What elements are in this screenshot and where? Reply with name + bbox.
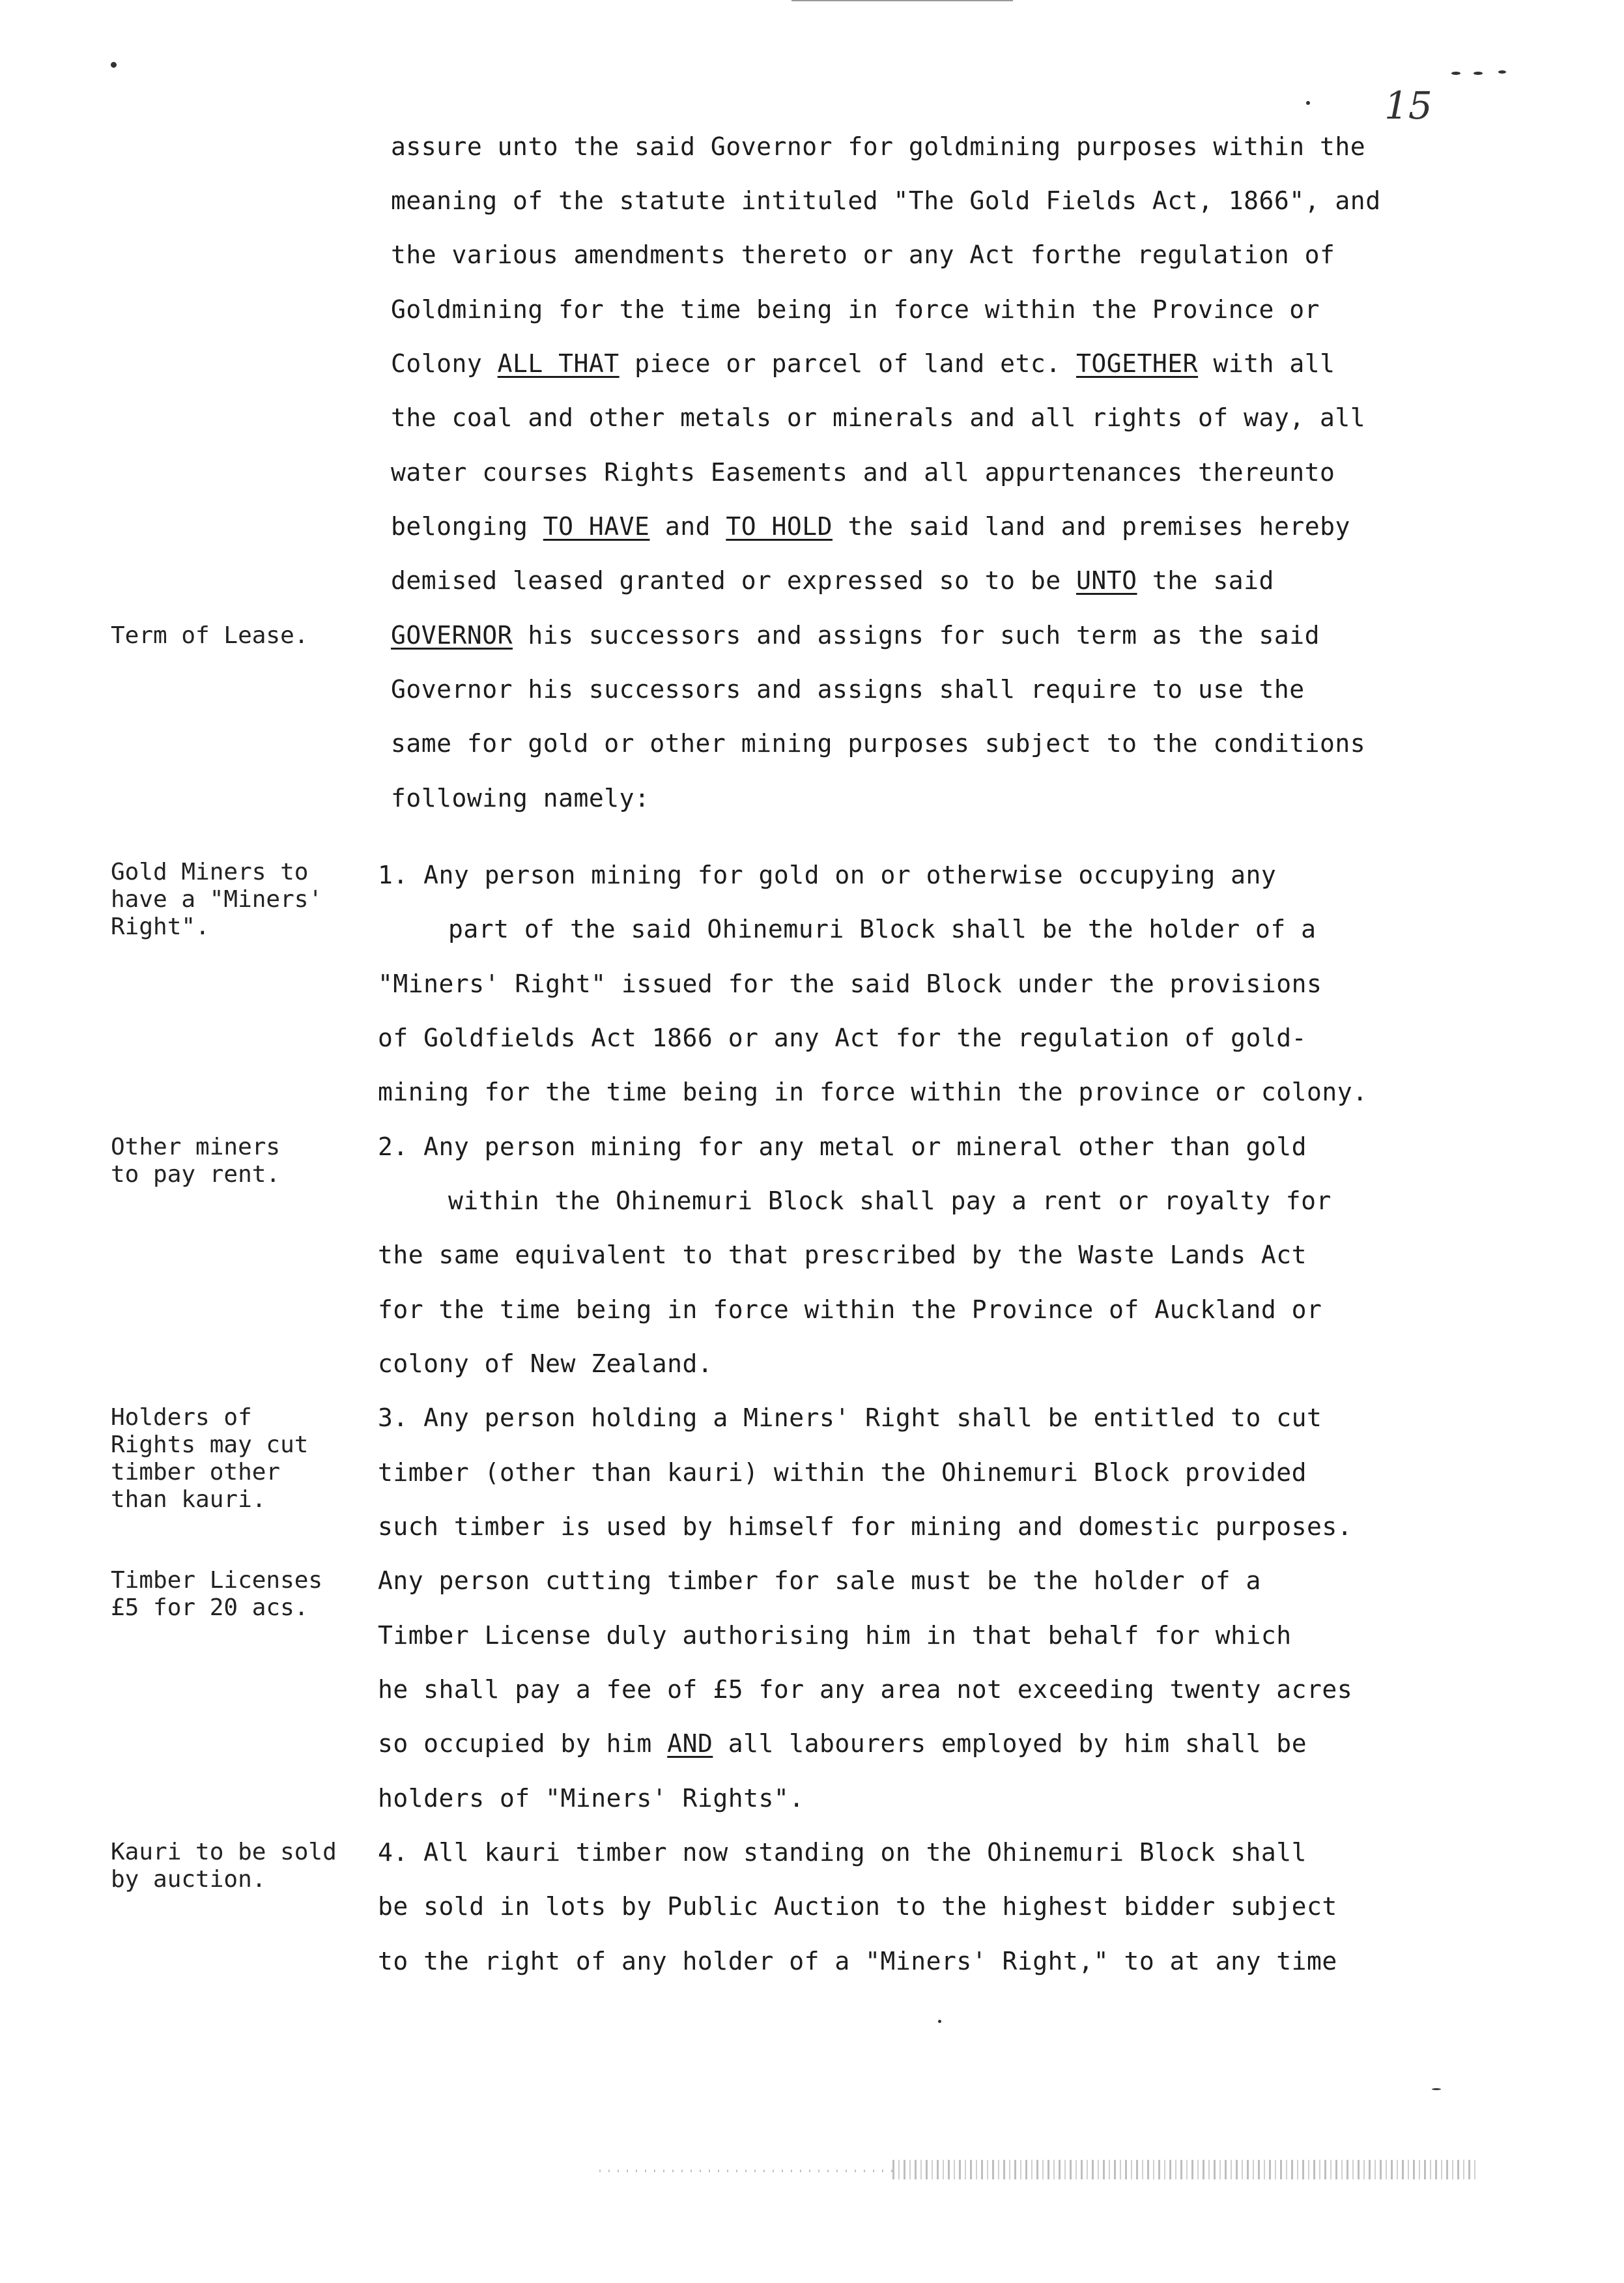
text-line: assure unto the said Governor for goldmining purposes within the: [391, 132, 1366, 161]
text-line: Any person cutting timber for sale must be the holder of a: [378, 1566, 1261, 1595]
text-segment: piece or parcel of land etc.: [619, 349, 1077, 378]
text-line: of Goldfields Act 1866 or any Act for the regulation of gold-: [378, 1024, 1307, 1052]
text-line: within the Ohinemuri Block shall pay a rent or royalty for: [448, 1186, 1332, 1215]
text-line: the various amendments thereto or any Act forthe regulation of: [391, 240, 1335, 269]
text-segment: belonging: [391, 512, 543, 541]
underlined-term: TOGETHER: [1076, 349, 1199, 378]
margin-note: Timber Licenses £5 for 20 acs.: [111, 1567, 323, 1621]
text-segment: so occupied by him: [378, 1729, 668, 1758]
scan-noise: [599, 2170, 892, 2172]
text-line: water courses Rights Easements and all appurtenances thereunto: [391, 458, 1335, 487]
scan-noise: [892, 2160, 1479, 2179]
text-line: part of the said Ohinemuri Block shall be the holder of a: [448, 915, 1317, 943]
text-line: the coal and other metals or minerals and all rights of way, all: [391, 403, 1366, 432]
text-line: following namely:: [391, 784, 650, 812]
text-line: the same equivalent to that prescribed by the Waste Lands Act: [378, 1241, 1307, 1269]
underlined-term: AND: [667, 1729, 713, 1758]
margin-note: Term of Lease.: [111, 622, 309, 649]
text-line: colony of New Zealand.: [378, 1349, 713, 1378]
text-line: for the time being in force within the Province of Auckland or: [378, 1295, 1322, 1324]
text-line: Governor his successors and assigns shall require to use the: [391, 675, 1305, 704]
scan-speck: [1451, 72, 1460, 75]
text-line: [391, 564, 1274, 597]
text-line: timber (other than kauri) within the Ohinemuri Block provided: [378, 1458, 1307, 1487]
scan-speck: [1474, 72, 1483, 75]
page-number: 15: [1384, 83, 1432, 128]
margin-note: Kauri to be sold by auction.: [111, 1839, 337, 1893]
text-line: such timber is used by himself for mining and domestic purposes.: [378, 1512, 1353, 1541]
text-line: Goldmining for the time being in force within the Province or: [391, 295, 1320, 324]
margin-note: Other miners to pay rent.: [111, 1134, 281, 1188]
scan-speck: [111, 62, 117, 68]
text-line: "Miners' Right" issued for the said Block under the provisions: [378, 969, 1322, 998]
text-line: mining for the time being in force within the province or colony.: [378, 1078, 1368, 1106]
underlined-term: TO HAVE: [543, 512, 650, 541]
scan-speck: [1432, 2088, 1441, 2090]
scan-speck: [938, 2020, 941, 2023]
scan-edge-line: [791, 0, 1013, 1]
text-line: 4. All kauri timber now standing on the Ohinemuri Block shall: [378, 1838, 1307, 1867]
margin-note: Gold Miners to have a "Miners' Right".: [111, 859, 323, 940]
text-line: [378, 1727, 1307, 1760]
text-segment: his successors and assigns for such term as the said: [513, 621, 1320, 650]
text-segment: the said: [1137, 566, 1274, 595]
text-line: same for gold or other mining purposes subject to the conditions: [391, 729, 1366, 758]
underlined-term: GOVERNOR: [391, 621, 513, 650]
text-line: be sold in lots by Public Auction to the highest bidder subject: [378, 1892, 1337, 1921]
text-line: [391, 510, 1350, 543]
text-segment: all labourers employed by him shall be: [713, 1729, 1307, 1758]
underlined-term: TO HOLD: [726, 512, 833, 541]
text-segment: Colony: [391, 349, 498, 378]
margin-note: Holders of Rights may cut timber other than kauri.: [111, 1404, 309, 1513]
text-line: [391, 347, 1335, 380]
text-line: he shall pay a fee of £5 for any area not exceeding twenty acres: [378, 1675, 1353, 1704]
scan-speck: [1306, 101, 1310, 105]
underlined-term: UNTO: [1076, 566, 1137, 595]
text-line: Timber License duly authorising him in that behalf for which: [378, 1621, 1292, 1650]
text-line: holders of "Miners' Rights".: [378, 1784, 805, 1813]
text-segment: demised leased granted or expressed so to be: [391, 566, 1077, 595]
text-line: 1. Any person mining for gold on or otherwise occupying any: [378, 861, 1277, 889]
text-line: meaning of the statute intituled "The Gold Fields Act, 1866", and: [391, 186, 1381, 215]
scan-speck: [1498, 70, 1506, 74]
text-segment: the said land and premises hereby: [832, 512, 1350, 541]
text-segment: and: [649, 512, 726, 541]
text-segment: with all: [1198, 349, 1335, 378]
text-line: [391, 619, 1320, 652]
text-line: 2. Any person mining for any metal or mineral other than gold: [378, 1132, 1307, 1161]
underlined-term: ALL THAT: [497, 349, 620, 378]
text-line: 3. Any person holding a Miners' Right shall be entitled to cut: [378, 1403, 1322, 1432]
text-line: to the right of any holder of a "Miners' Right," to at any time: [378, 1947, 1337, 1975]
